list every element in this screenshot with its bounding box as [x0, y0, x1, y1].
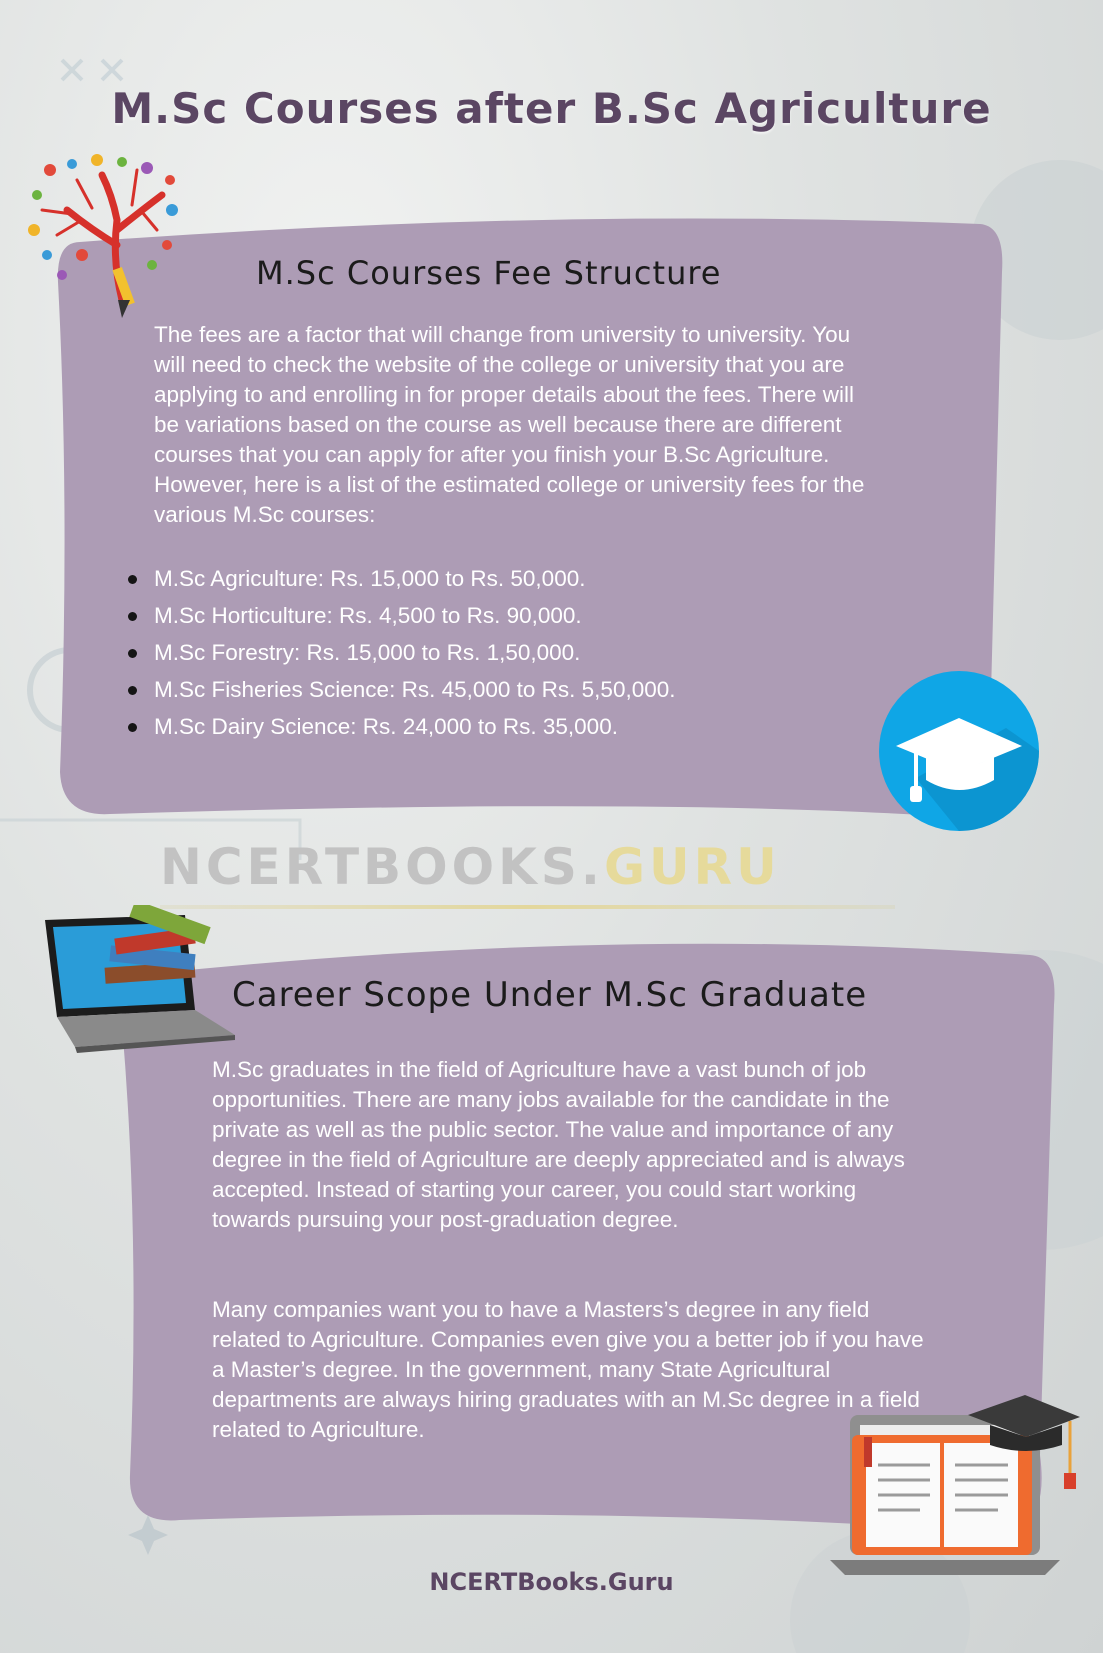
list-item: M.Sc Fisheries Science: Rs. 45,000 to Rs. 5,50,000.	[128, 675, 888, 712]
footer-brand: NCERTBooks.Guru	[429, 1568, 674, 1596]
list-item: M.Sc Forestry: Rs. 15,000 to Rs. 1,50,000.	[128, 638, 888, 675]
fee-list	[128, 564, 888, 749]
education-tree-icon	[22, 150, 182, 320]
fee-section-heading: M.Sc Courses Fee Structure	[256, 254, 722, 292]
career-paragraph-1: M.Sc graduates in the field of Agriculture have a vast bunch of job opportunities. There are many jobs available for the candidate in the private as well as the public sector. The value and importance of any degree in the field of Agriculture are deeply appreciated and is always accepted. Instead of starting your career, you could start working towards pursuing your post-graduation degree.	[212, 1057, 905, 1232]
list-item: M.Sc Dairy Science: Rs. 24,000 to Rs. 35,000.	[128, 712, 888, 749]
watermark-text: NCERTBOOKS.GURU	[160, 838, 781, 896]
laptop-books-icon	[35, 905, 235, 1055]
graduation-cap-icon	[876, 668, 1042, 834]
page-title: M.Sc Courses after B.Sc Agriculture	[111, 84, 992, 133]
career-paragraph-2: Many companies want you to have a Masters’s degree in any field related to Agriculture. Companies even give you a better job if you have a Master’s degree. In the government, many State Agricultural departments are always hiring graduates with an M.Sc degree in a field related to Agriculture.	[212, 1297, 924, 1442]
fee-section-paragraph: The fees are a factor that will change from university to university. You will need to check the website of the college or university that you are applying to and enrolling in for proper details about the fees. There will be variations based on the course as well because there are different courses that you can apply for after you finish your B.Sc Agriculture. However, here is a list of the estimated college or university fees for the various M.Sc courses:	[154, 322, 865, 527]
watermark-underline	[160, 905, 895, 909]
list-item: M.Sc Agriculture: Rs. 15,000 to Rs. 50,000.	[128, 564, 888, 601]
fee-structure-panel	[50, 212, 1010, 820]
list-item: M.Sc Horticulture: Rs. 4,500 to Rs. 90,000.	[128, 601, 888, 638]
career-section-heading: Career Scope Under M.Sc Graduate	[232, 975, 868, 1015]
